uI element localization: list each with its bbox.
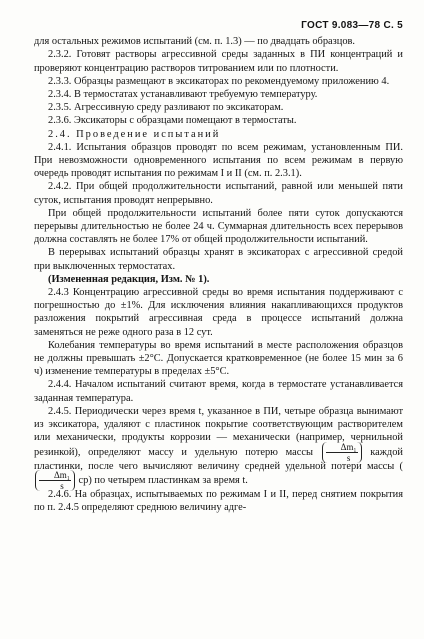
paragraph: В перерывах испытаний образцы хранят в эксикаторах с агрессивной средой при выключенных термостатах. [34, 247, 403, 272]
paragraph: При общей продолжительности испытаний более пяти суток допускаются перерывы длительностью не более 24 ч. Суммарная длительность всех перерывов должна составлять не более 17% от общей продолжительности испытаний. [34, 207, 403, 246]
paragraph: 2.4.1. Испытания образцов проводят по всем режимам, установленным ПИ. При невозможности одновременного испытания по всем режимам в первую очередь проводят испытания по режимам I и II (см. п. 2.3.1). [34, 141, 403, 180]
paragraph: 2.3.4. В термостатах устанавливают требуемую температуру. [48, 89, 318, 101]
paragraph: 2.3.2. Готовят растворы агрессивной среды заданных в ПИ концентраций и проверяют концентрацию растворов титрованием или по плотности. [34, 49, 403, 74]
paragraph: 2.4.4. Началом испытаний считают время, когда в термостате устанавливается заданная температура. [34, 379, 403, 404]
paragraph: 2.4.3 Концентрацию агрессивной среды во время испытания поддерживают с погрешностью до ±1%. Для исключения влияния накапливающихся продуктов разложения покрытий агрессивная среда в процессе испытаний должна заменяться не реже одного раза в 12 сут. [34, 287, 403, 338]
text-run: 2.4.5. Периодически через время t, указанное в ПИ, четыре образца вынимают из эксикатора, удаляют с пластинок покрытие соответствующим растворителем или механически, продукты коррозии — механически (например, чернильной резинкой), определяют массу и удельную потерю массы [34, 405, 403, 458]
text-run: ср) по четырем пластинкам за время t. [78, 474, 248, 486]
text-run: каждой пластинки, после чего вычисляют величину средней удельной потери массы [34, 446, 403, 472]
paragraph: для остальных режимов испытаний (см. п. 1.3) — по двадцать образцов. [34, 36, 356, 48]
paragraph: 2.4.2. При общей продолжительности испытаний, равной или меньшей пяти суток, испытания проводят непрерывно. [34, 181, 403, 206]
paragraph: 2.3.3. Образцы размещают в эксикаторах по рекомендуемому приложению 4. [48, 75, 390, 87]
fraction-denominator: s [60, 480, 64, 491]
paragraph: Колебания температуры во время испытаний в месте расположения образцов не должны превышать ±2°С. Допускается кратковременное (не более 15 мин за 6 ч) изменение температуры в пределах ±5°С. [34, 339, 403, 378]
fraction-denominator: s [346, 452, 351, 463]
fraction-numerator: Δm₁ [39, 470, 71, 481]
fraction-numerator: Δm₁ [326, 442, 358, 453]
page-header: ГОСТ 9.083—78 С. 5 [301, 20, 403, 31]
section-heading: 2.4. Проведение испытаний [48, 128, 221, 140]
amendment-note: (Измененная редакция, Изм. № 1). [48, 273, 210, 285]
paragraph: 2.3.6. Эксикаторы с образцами помещают в термостаты. [48, 115, 297, 127]
paragraph: 2.3.5. Агрессивную среду разливают по эксикаторам. [48, 102, 284, 114]
paragraph-with-formula: 2.4.5. Периодически через время t, указанное в ПИ, четыре образца вынимают из эксикатора, удаляют с пластинок покрытие соответствующим растворителем или механически, продукты коррозии — механически (например, чернильной резинкой), определяют массу и удельную потерю массы $\frac{\text{Δm₁}}{s}$ каждой пластинки, после чего вычисляют величину средней удельной потери массы ( $\frac{\text{Δm₁}}{s}$ ср) по четырем пластинкам за время t. [34, 405, 403, 491]
mass-loss-fraction [322, 442, 362, 463]
paragraph: 2.4.6. На образцах, испытываемых по режимам I и II, перед снятием покрытия по п. 2.4.5 определяют среднюю величину адге- [34, 488, 403, 513]
